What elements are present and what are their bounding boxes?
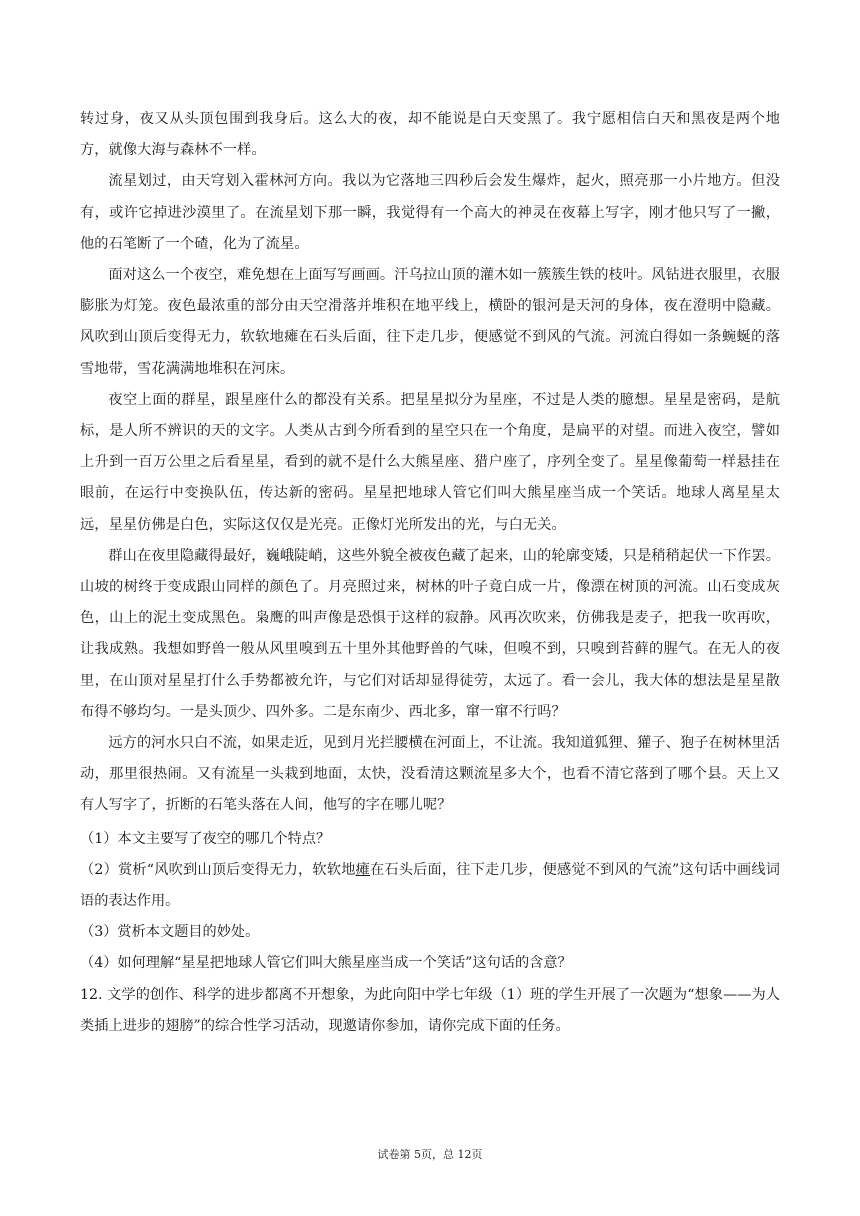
- passage-paragraph-4: 夜空上面的群星，跟星座什么的都没有关系。把星星拟分为星座，不过是人类的臆想。星星是密码，是航标，是人所不辨识的天的文字。人类从古到今所看到的星空只在一个角度，是扁平的对望。而进入夜空，譬如上升到一百万公里之后看星星，看到的就不是什么大熊星座、猎户座了，序列全变了。星星像葡萄一样悬挂在眼前，在运行中变换队伍，传达新的密码。星星把地球人管它们叫大熊星座当成一个笑话。地球人离星星太远，星星仿佛是白色，实际这仅仅是光亮。正像灯光所发出的光，与白无关。: [80, 391, 780, 533]
- passage-paragraph-6: 远方的河水只白不流，如果走近，见到月光拦腰横在河面上，不让流。我知道狐狸、獾子、狍子在树林里活动，那里很热闹。又有流星一头栽到地面，太快，没看清这颗流星多大个，也看不清它落到了哪个县。天上又有人写字了，折断的石笔头落在人间，他写的字在哪儿呢？: [80, 735, 780, 814]
- passage-paragraph-2: 流星划过，由天穹划入霍林河方向。我以为它落地三四秒后会发生爆炸，起火，照亮那一小片地方。但没有，或许它掉进沙漠里了。在流星划下那一瞬，我觉得有一个高大的神灵在夜幕上写字，刚才他只写了一撇，他的石笔断了一个碴，化为了流星。: [80, 173, 780, 252]
- question-3: （3）赏析本文题目的妙处。: [80, 924, 260, 941]
- question-2-underlined-word: 瘫: [355, 861, 370, 878]
- page-footer: 试卷第 5页，总 12页: [377, 1148, 483, 1161]
- passage-paragraph-5: 群山在夜里隐藏得最好，巍峨陡峭，这些外貌全被夜色藏了起来，山的轮廓变矮，只是稍稍起伏一下作罢。山坡的树终于变成跟山同样的颜色了。月亮照过来，树林的叶子竟白成一片，像漂在树顶的河流。山石变成灰色，山上的泥土变成黑色。枭鹰的叫声像是恐惧于这样的寂静。风再次吹来，仿佛我是麦子，把我一吹再吹，让我成熟。我想如野兽一般从风里嗅到五十里外其他野兽的气味，但嗅不到，只嗅到苔藓的腥气。在无人的夜里，在山顶对星星打什么手势都被允许，与它们对话却显得徒劳，太远了。看一会儿，我大体的想法是星星散布得不够均匀。一是头顶少、四外多。二是东南少、西北多，窜一窜不行吗？: [80, 547, 780, 720]
- question-2-prefix: （2）赏析“风吹到山顶后变得无力，软软地: [80, 861, 356, 878]
- question-2: [80, 855, 780, 917]
- question-12: 12. 文学的创作、科学的进步都离不开想象，为此向阳中学七年级（1）班的学生开展了一次题为“想象——为人类插上进步的翅膀”的综合性学习活动，现邀请你参加，请你完成下面的任务。: [80, 986, 780, 1034]
- passage-paragraph-3: 面对这么一个夜空，难免想在上面写写画画。汗乌拉山顶的灌木如一簇簇生铁的枝叶。风钻进衣服里，衣服膨胀为灯笼。夜色最浓重的部分由天空滑落并堆积在地平线上，横卧的银河是天河的身体，夜在澄明中隐藏。风吹到山顶后变得无力，软软地瘫在石头后面，往下走几步，便感觉不到风的气流。河流白得如一条蜿蜒的落雪地带，雪花满满地堆积在河床。: [80, 267, 780, 377]
- question-2-suffix: 在石头后面，往下走几步，便感觉不到风的气流”这句话中画线词语的表达作用。: [80, 861, 780, 910]
- exam-page-content: [80, 104, 780, 1042]
- question-1: （1）本文主要写了夜空的哪几个特点？: [80, 830, 331, 847]
- question-4: （4）如何理解“星星把地球人管它们叫大熊星座当成一个笑话”这句话的含意？: [80, 955, 572, 972]
- passage-paragraph-1: 转过身，夜又从头顶包围到我身后。这么大的夜，却不能说是白天变黑了。我宁愿相信白天和黑夜是两个地方，就像大海与森林不一样。: [80, 111, 780, 159]
